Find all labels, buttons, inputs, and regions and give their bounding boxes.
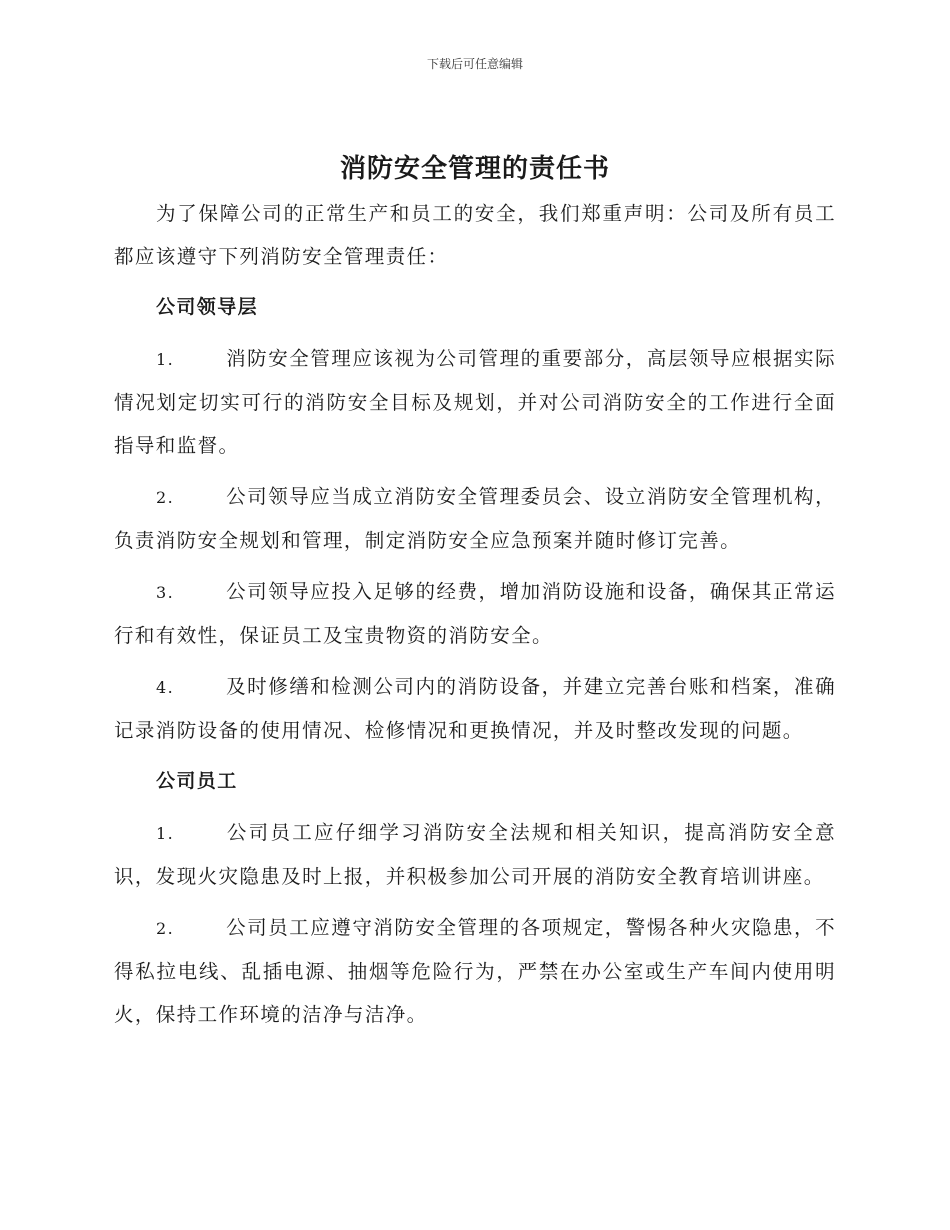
item-number: 4. [156, 678, 175, 697]
item-text: 公司领导应当成立消防安全管理委员会、设立消防安全管理机构，负责消防安全规划和管理，制定消防安全应急预案并随时修订完善。 [114, 485, 836, 552]
employee-item-1 [114, 811, 836, 898]
leadership-item-3 [114, 570, 836, 657]
item-text: 公司员工应遵守消防安全管理的各项规定，警惕各种火灾隐患，不得私拉电线、乱插电源、抽烟等危险行为，严禁在办公室或生产车间内使用明火，保持工作环境的洁净与洁净。 [114, 916, 836, 1026]
intro-paragraph: 为了保障公司的正常生产和员工的安全，我们郑重声明：公司及所有员工都应该遵守下列消防安全管理责任： [114, 202, 836, 268]
item-text: 消防安全管理应该视为公司管理的重要部分，高层领导应根据实际情况划定切实可行的消防安全目标及规划，并对公司消防安全的工作进行全面指导和监督。 [114, 347, 836, 457]
item-text: 公司员工应仔细学习消防安全法规和相关知识，提高消防安全意识，发现火灾隐患及时上报，并积极参加公司开展的消防安全教育培训讲座。 [114, 821, 836, 888]
section-heading-employees: 公司员工 [156, 770, 238, 792]
leadership-item-1 [114, 337, 836, 467]
document-body [114, 192, 836, 1036]
item-number: 1. [156, 350, 175, 369]
header-note: 下载后可任意编辑 [426, 57, 523, 71]
leadership-item-2 [114, 475, 836, 562]
document-title: 消防安全管理的责任书 [339, 154, 610, 184]
item-number: 1. [156, 824, 175, 843]
item-number: 3. [156, 583, 175, 602]
item-text: 及时修缮和检测公司内的消防设备，并建立完善台账和档案，准确记录消防设备的使用情况、检修情况和更换情况，并及时整改发现的问题。 [114, 675, 836, 742]
employee-item-2 [114, 906, 836, 1036]
section-heading-leadership: 公司领导层 [156, 296, 259, 318]
item-number: 2. [156, 919, 175, 938]
leadership-item-4 [114, 665, 836, 752]
item-number: 2. [156, 488, 175, 507]
item-text: 公司领导应投入足够的经费，增加消防设施和设备，确保其正常运行和有效性，保证员工及宝贵物资的消防安全。 [114, 580, 836, 647]
